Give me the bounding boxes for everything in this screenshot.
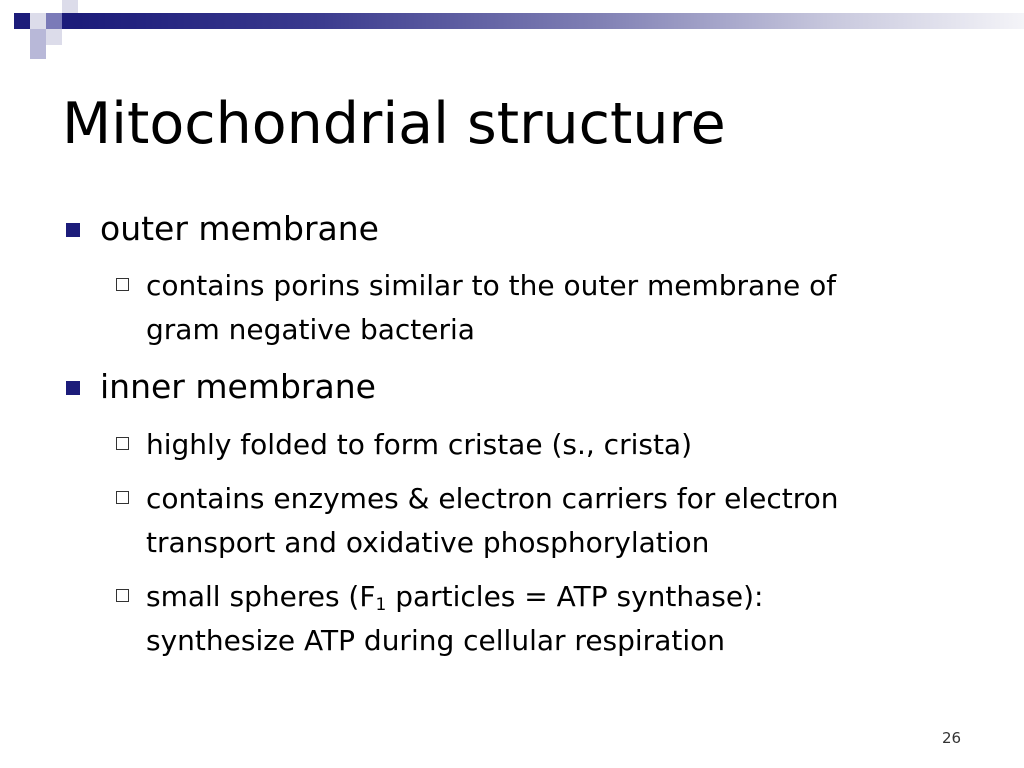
decor-square-dark: [14, 13, 30, 29]
subbullet-text: [146, 423, 936, 467]
page-number: 26: [942, 729, 962, 747]
subbullet-text-segment: small spheres (F: [146, 580, 376, 613]
subscript: 1: [375, 595, 387, 615]
subbullet-line: contains porins similar to the outer membrane of: [146, 269, 837, 302]
subbullet-line: gram negative bacteria: [146, 313, 475, 346]
decor-square-light: [30, 45, 46, 59]
subbullet-line: contains enzymes & electron carriers for electron: [146, 482, 839, 515]
decor-square-dark: [62, 13, 78, 29]
decor-square-pale: [46, 29, 62, 45]
decor-square-mid: [46, 13, 62, 29]
subbullet-text: [146, 264, 936, 352]
subbullet-line: highly folded to form cristae (s., crista): [146, 428, 693, 461]
square-bullet-icon: [66, 223, 80, 237]
subbullet-line: transport and oxidative phosphorylation: [146, 526, 710, 559]
decor-square-light: [30, 29, 46, 45]
hollow-square-bullet-icon: [116, 437, 129, 450]
hollow-square-bullet-icon: [116, 491, 129, 504]
subbullet-text: [146, 575, 936, 663]
subbullet-text: [146, 477, 936, 565]
subbullet-text-segment: particles = ATP synthase):: [386, 580, 764, 613]
subbullet-line: [146, 575, 936, 619]
hollow-square-bullet-icon: [116, 278, 129, 291]
bullet-text: inner membrane: [100, 367, 376, 406]
slide-title: Mitochondrial structure: [62, 91, 726, 157]
decor-square-pale: [30, 13, 46, 29]
square-bullet-icon: [66, 381, 80, 395]
decor-square-pale: [62, 0, 78, 13]
header-gradient-bar: [78, 13, 1024, 29]
bullet-text: outer membrane: [100, 209, 379, 248]
hollow-square-bullet-icon: [116, 589, 129, 602]
subbullet-line: synthesize ATP during cellular respiration: [146, 624, 725, 657]
